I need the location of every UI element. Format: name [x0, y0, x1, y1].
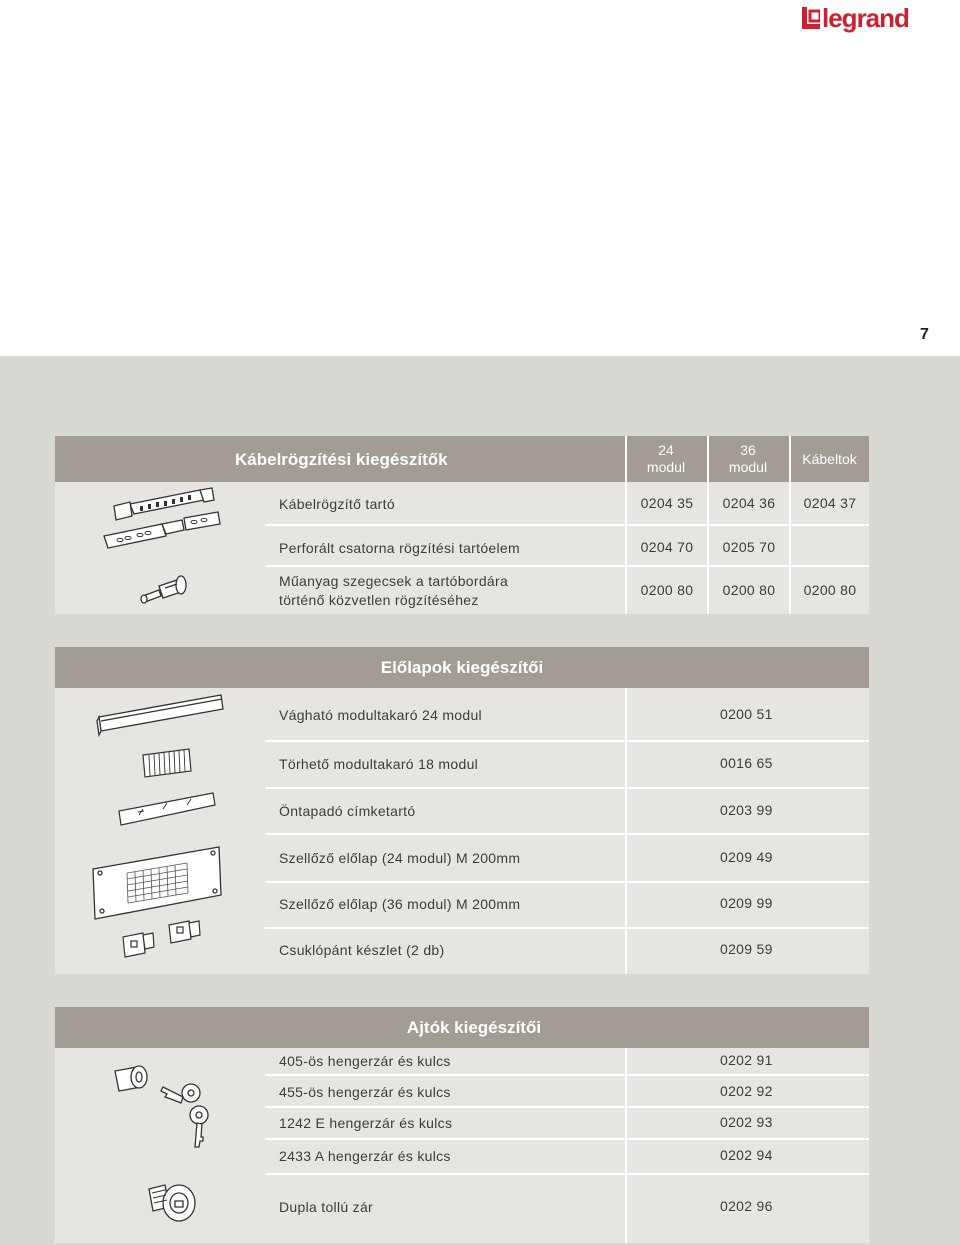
column-divider [625, 1048, 627, 1243]
product-code-kabeltok: 0204 37 [803, 495, 857, 511]
row-divider [265, 1106, 869, 1108]
product-label: 2433 A hengerzár és kulcs [279, 1148, 451, 1164]
product-label: Vágható modultakaró 24 modul [279, 707, 482, 723]
product-code: 0202 93 [720, 1114, 773, 1130]
product-code: 0200 51 [720, 706, 773, 722]
product-label: Csuklópánt készlet (2 db) [279, 942, 445, 958]
product-code: 0202 94 [720, 1147, 773, 1163]
column-header-36-number: 36 [740, 442, 756, 458]
row-divider [265, 1074, 869, 1076]
hinge-kit-illustration [119, 917, 219, 967]
product-label: 455-ös hengerzár és kulcs [279, 1084, 451, 1100]
product-code-36: 0204 36 [722, 495, 776, 511]
plastic-rivet-illustration [137, 570, 197, 610]
product-code-24: 0204 35 [640, 495, 694, 511]
legrand-logo [802, 4, 909, 32]
breakable-module-cover-illustration [139, 747, 199, 787]
row-divider [265, 524, 869, 526]
ventilated-front-panel-illustration [91, 843, 231, 923]
cable-accessories-table [55, 436, 869, 614]
cuttable-module-cover-illustration [95, 691, 225, 741]
column-divider [625, 688, 627, 974]
product-label: Öntapadó címketartó [279, 803, 416, 819]
row-divider [265, 740, 869, 742]
product-label: Szellőző előlap (36 modul) M 200mm [279, 896, 521, 912]
product-code: 0203 99 [720, 802, 773, 818]
section-title: Előlapok kiegészítői [380, 658, 544, 677]
product-code: 0209 99 [720, 895, 773, 911]
product-label-line-2: történő közvetlen rögzítéséhez [279, 592, 479, 608]
row-divider [265, 881, 869, 883]
legrand-logo-mark-icon [802, 7, 820, 29]
section-title: Ajtók kiegészítői [406, 1018, 542, 1037]
column-header-24-unit: modul [646, 459, 686, 475]
column-header-kabeltok: Kábeltok [802, 450, 857, 467]
product-code: 0209 49 [720, 849, 773, 865]
double-bit-lock-illustration [143, 1179, 213, 1229]
product-label: Perforált csatorna rögzítési tartóelem [279, 540, 520, 556]
front-panel-accessories-table [55, 647, 869, 974]
product-code: 0016 65 [720, 755, 773, 771]
product-code-36: 0205 70 [722, 539, 776, 555]
row-divider [265, 1173, 869, 1175]
label-holder-illustration [115, 789, 225, 829]
product-label: 1242 E hengerzár és kulcs [279, 1115, 453, 1131]
product-code: 0202 96 [720, 1198, 773, 1214]
cable-holder-illustration [100, 484, 230, 564]
column-header-36-unit: modul [728, 459, 768, 475]
row-divider [265, 565, 869, 567]
product-code: 0202 91 [720, 1052, 773, 1068]
section-title: Kábelrögzítési kiegészítők [235, 450, 448, 469]
column-header-24-modul [626, 436, 706, 482]
product-code: 0209 59 [720, 941, 773, 957]
product-label: Dupla tollú zár [279, 1199, 373, 1215]
product-label: Szellőző előlap (24 modul) M 200mm [279, 850, 521, 866]
column-header-24-number: 24 [658, 442, 674, 458]
product-label: Kábelrögzítő tartó [279, 496, 395, 512]
product-code-24: 0204 70 [640, 539, 694, 555]
door-accessories-table [55, 1007, 869, 1243]
product-label: 405-ös hengerzár és kulcs [279, 1053, 451, 1069]
product-label: Törhető modultakaró 18 modul [279, 756, 479, 772]
product-code: 0202 92 [720, 1083, 773, 1099]
page-number: 7 [920, 326, 929, 343]
product-label-line-1: Műanyag szegecsek a tartóbordára [279, 573, 509, 589]
legrand-logo-text: legrand [822, 3, 909, 33]
row-divider [265, 787, 869, 789]
row-divider [265, 927, 869, 929]
row-divider [265, 1138, 869, 1140]
row-divider [265, 833, 869, 835]
column-header-36-modul [708, 436, 788, 482]
cylinder-lock-and-key-illustration [107, 1057, 227, 1157]
product-code-kabeltok: 0200 80 [803, 582, 857, 598]
product-code-24: 0200 80 [640, 582, 694, 598]
product-code-36: 0200 80 [722, 582, 776, 598]
